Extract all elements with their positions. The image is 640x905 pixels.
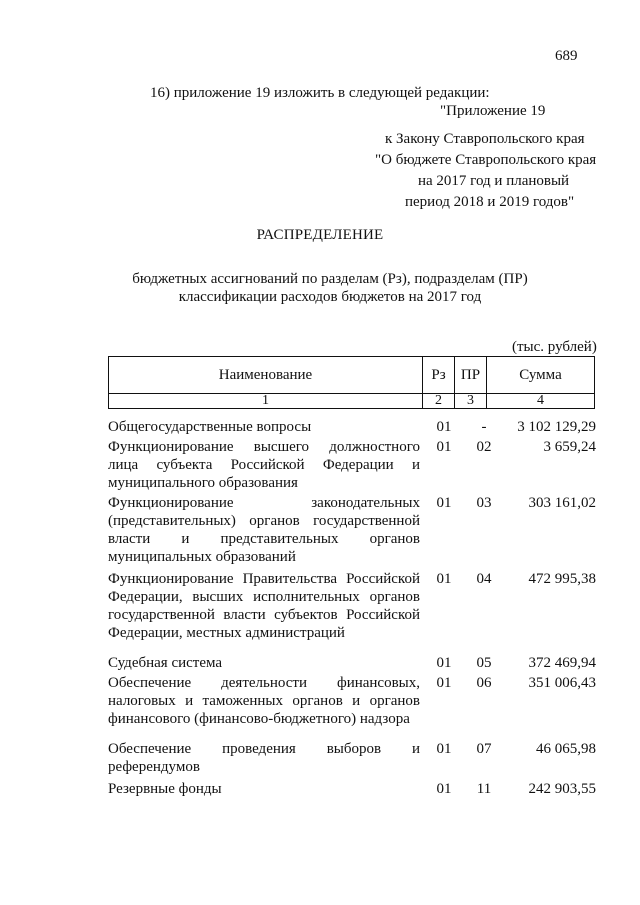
table-row: [108, 418, 596, 436]
table-row: [108, 740, 596, 776]
approval-line-5: период 2018 и 2019 годов": [405, 194, 575, 210]
row-sum: 3 102 129,29: [517, 419, 596, 435]
header-rz: Рз: [423, 357, 455, 394]
row-sum: 46 065,98: [536, 741, 596, 757]
row-pr: 04: [476, 571, 492, 587]
row-rz: 01: [436, 571, 452, 587]
column-number-4: 4: [487, 394, 595, 409]
row-pr: -: [481, 419, 487, 435]
row-name: Обеспечение деятельности финансовых, налоговых и таможенных органов и органов финансового (финансово-бюджетного) надзора: [108, 675, 420, 727]
column-number-1: 1: [109, 394, 423, 409]
unit-label: (тыс. рублей): [512, 339, 597, 355]
row-pr: 03: [476, 495, 492, 511]
subtitle-line-2: классификации расходов бюджетов на 2017 год: [178, 289, 482, 305]
approval-line-3: "О бюджете Ставропольского края: [375, 152, 597, 168]
row-sum: 3 659,24: [543, 439, 596, 455]
row-rz: 01: [436, 439, 452, 455]
column-number-2: 2: [423, 394, 455, 409]
row-name: Резервные фонды: [108, 781, 222, 797]
page-number: 689: [555, 48, 578, 64]
document-subtitle: [100, 270, 560, 306]
budget-table-header: [108, 356, 595, 409]
row-pr: 02: [476, 439, 492, 455]
budget-rows: [108, 414, 596, 798]
row-name: Функционирование Правительства Российской Федерации, высших исполнительных органов государственной власти субъектов Российской Федерации, местных администраций: [108, 571, 420, 641]
header-sum: Сумма: [487, 357, 595, 394]
table-row: [108, 674, 596, 728]
approval-line-1: "Приложение 19: [440, 103, 546, 119]
row-pr: 07: [476, 741, 492, 757]
row-sum: 351 006,43: [528, 675, 596, 691]
table-row: [108, 438, 596, 492]
subtitle-line-1: бюджетных ассигнований по разделам (Рз), подразделам (ПР): [132, 271, 528, 287]
header-name: Наименование: [109, 357, 423, 394]
row-sum: 303 161,02: [528, 495, 596, 511]
approval-line-2: к Закону Ставропольского края: [385, 131, 585, 147]
approval-line-4: на 2017 год и плановый: [418, 173, 570, 189]
row-sum: 242 903,55: [528, 781, 596, 797]
row-name: Судебная система: [108, 655, 223, 671]
table-row: [108, 494, 596, 566]
table-row: [108, 780, 596, 798]
table-row: [108, 570, 596, 642]
row-pr: 05: [476, 655, 492, 671]
row-rz: 01: [436, 675, 452, 691]
table-row: [108, 654, 596, 672]
row-name: Функционирование высшего должностного лица субъекта Российской Федерации и муниципального образования: [108, 439, 420, 491]
row-sum: 372 469,94: [528, 655, 596, 671]
row-rz: 01: [436, 781, 452, 797]
row-rz: 01: [436, 419, 452, 435]
row-sum: 472 995,38: [528, 571, 596, 587]
row-name: Обеспечение проведения выборов и референдумов: [108, 741, 420, 775]
column-number-3: 3: [455, 394, 487, 409]
row-rz: 01: [436, 495, 452, 511]
row-name: Общегосударственные вопросы: [108, 419, 312, 435]
intro-line: 16) приложение 19 изложить в следующей редакции:: [150, 85, 490, 101]
row-rz: 01: [436, 741, 452, 757]
row-pr: 11: [476, 781, 492, 797]
row-pr: 06: [476, 675, 492, 691]
header-pr: ПР: [455, 357, 487, 394]
document-title: РАСПРЕДЕЛЕНИЕ: [256, 227, 384, 243]
row-name: Функционирование законодательных (представительных) органов государственной власти и представительных органов муниципальных образований: [108, 495, 420, 565]
row-rz: 01: [436, 655, 452, 671]
